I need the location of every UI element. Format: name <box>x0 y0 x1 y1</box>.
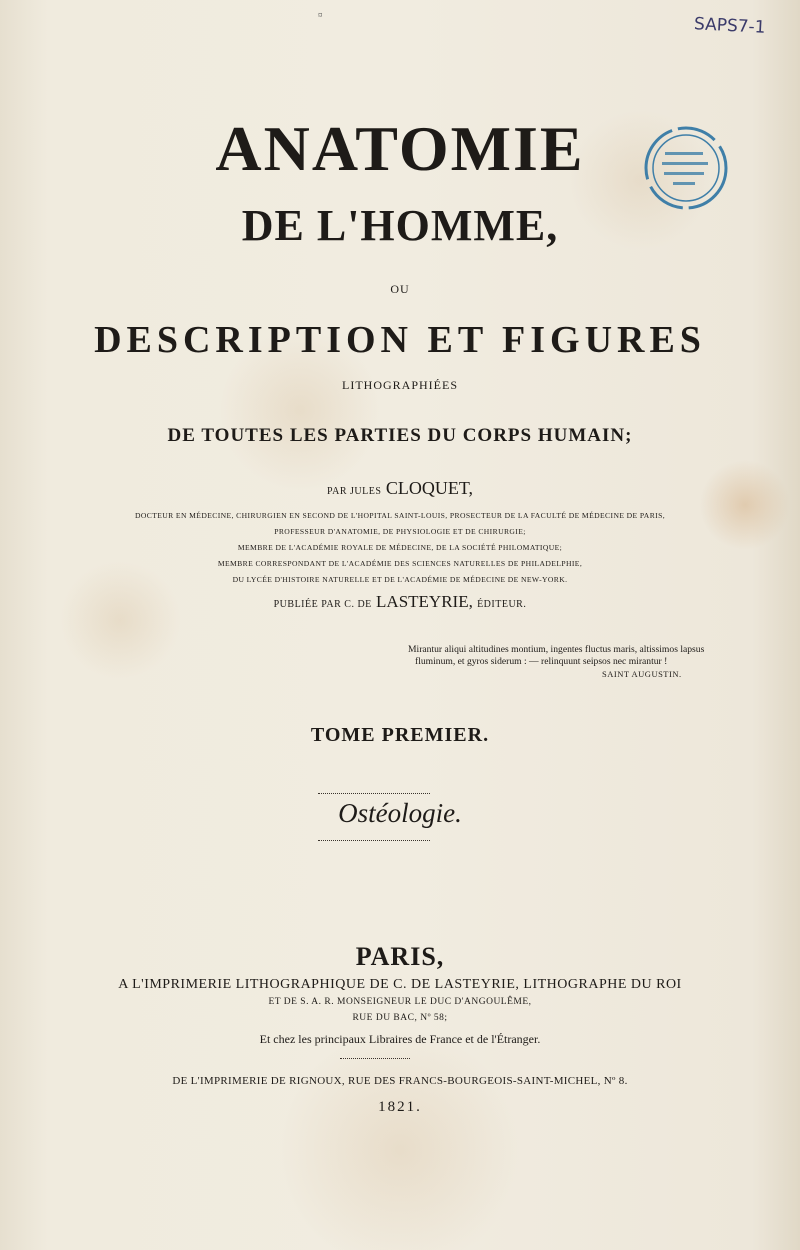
ornamental-rule <box>318 793 430 794</box>
publisher-line <box>0 592 800 612</box>
imprint-line: A L'IMPRIMERIE LITHOGRAPHIQUE DE C. DE LASTEYRIE, LITHOGRAPHE DU ROI <box>118 977 682 992</box>
title-anatomie: ANATOMIE <box>215 113 585 184</box>
ornamental-rule <box>318 840 430 841</box>
credential-line: DOCTEUR EN MÉDECINE, CHIRURGIEN EN SECOND DE L'HOPITAL SAINT-LOUIS, PROSECTEUR DE LA FACULTÉ DE MÉDECINE DE PARIS, <box>134 511 666 520</box>
imprint-line: RUE DU BAC, Nº 58; <box>352 1013 448 1023</box>
author-name: CLOQUET, <box>385 478 474 498</box>
imprint-printer: DE L'IMPRIMERIE DE RIGNOUX, RUE DES FRANCS-BOURGEOIS-SAINT-MICHEL, Nº 8. <box>172 1075 628 1087</box>
publisher-suffix: ÉDITEUR. <box>477 599 527 610</box>
shelfmark: SAPS7-1 <box>693 14 767 38</box>
publisher-name: LASTEYRIE, <box>376 592 473 611</box>
imprint-line: ET DE S. A. R. MONSEIGNEUR LE DUC D'ANGOULÊME, <box>268 997 532 1007</box>
epigraph-line: fluminum, et gyros siderum : — relinquunt seipsos nec mirantur ! <box>415 656 668 667</box>
author-prefix: PAR JULES <box>326 486 382 497</box>
section-title: Ostéologie. <box>338 798 462 828</box>
author-line <box>0 478 800 499</box>
title-ou: OU <box>390 282 410 296</box>
ornamental-rule <box>340 1058 410 1059</box>
credential-line: DU LYCÉE D'HISTOIRE NATURELLE ET DE L'ACADÉMIE DE MÉDECINE DE NEW-YORK. <box>232 575 568 584</box>
imprint-year: 1821. <box>378 1099 422 1115</box>
corner-mark: ¤ <box>318 10 323 20</box>
credential-line: PROFESSEUR D'ANATOMIE, DE PHYSIOLOGIE ET DE CHIRURGIE; <box>274 527 526 536</box>
imprint-booksellers: Et chez les principaux Libraires de France et de l'Étranger. <box>259 1032 541 1046</box>
title-toutes-les-parties: DE TOUTES LES PARTIES DU CORPS HUMAIN; <box>167 425 633 446</box>
title-lithographiees: LITHOGRAPHIÉES <box>342 378 458 392</box>
imprint-city: PARIS, <box>355 942 445 971</box>
epigraph-attribution: SAINT AUGUSTIN. <box>602 669 682 679</box>
publisher-prefix: PUBLIÉE PAR C. DE <box>273 599 372 610</box>
credential-line: MEMBRE DE L'ACADÉMIE ROYALE DE MÉDECINE, DE LA SOCIÉTÉ PHILOMATIQUE; <box>237 543 563 552</box>
title-description: DESCRIPTION ET FIGURES <box>94 319 706 361</box>
epigraph-line: Mirantur aliqui altitudines montium, ingentes fluctus maris, altissimos lapsus <box>408 644 705 655</box>
title-de-l-homme: DE L'HOMME, <box>241 201 559 250</box>
credential-line: MEMBRE CORRESPONDANT DE L'ACADÉMIE DES SCIENCES NATURELLES DE PHILADELPHIE, <box>217 559 583 568</box>
tome-title: TOME PREMIER. <box>310 724 490 746</box>
